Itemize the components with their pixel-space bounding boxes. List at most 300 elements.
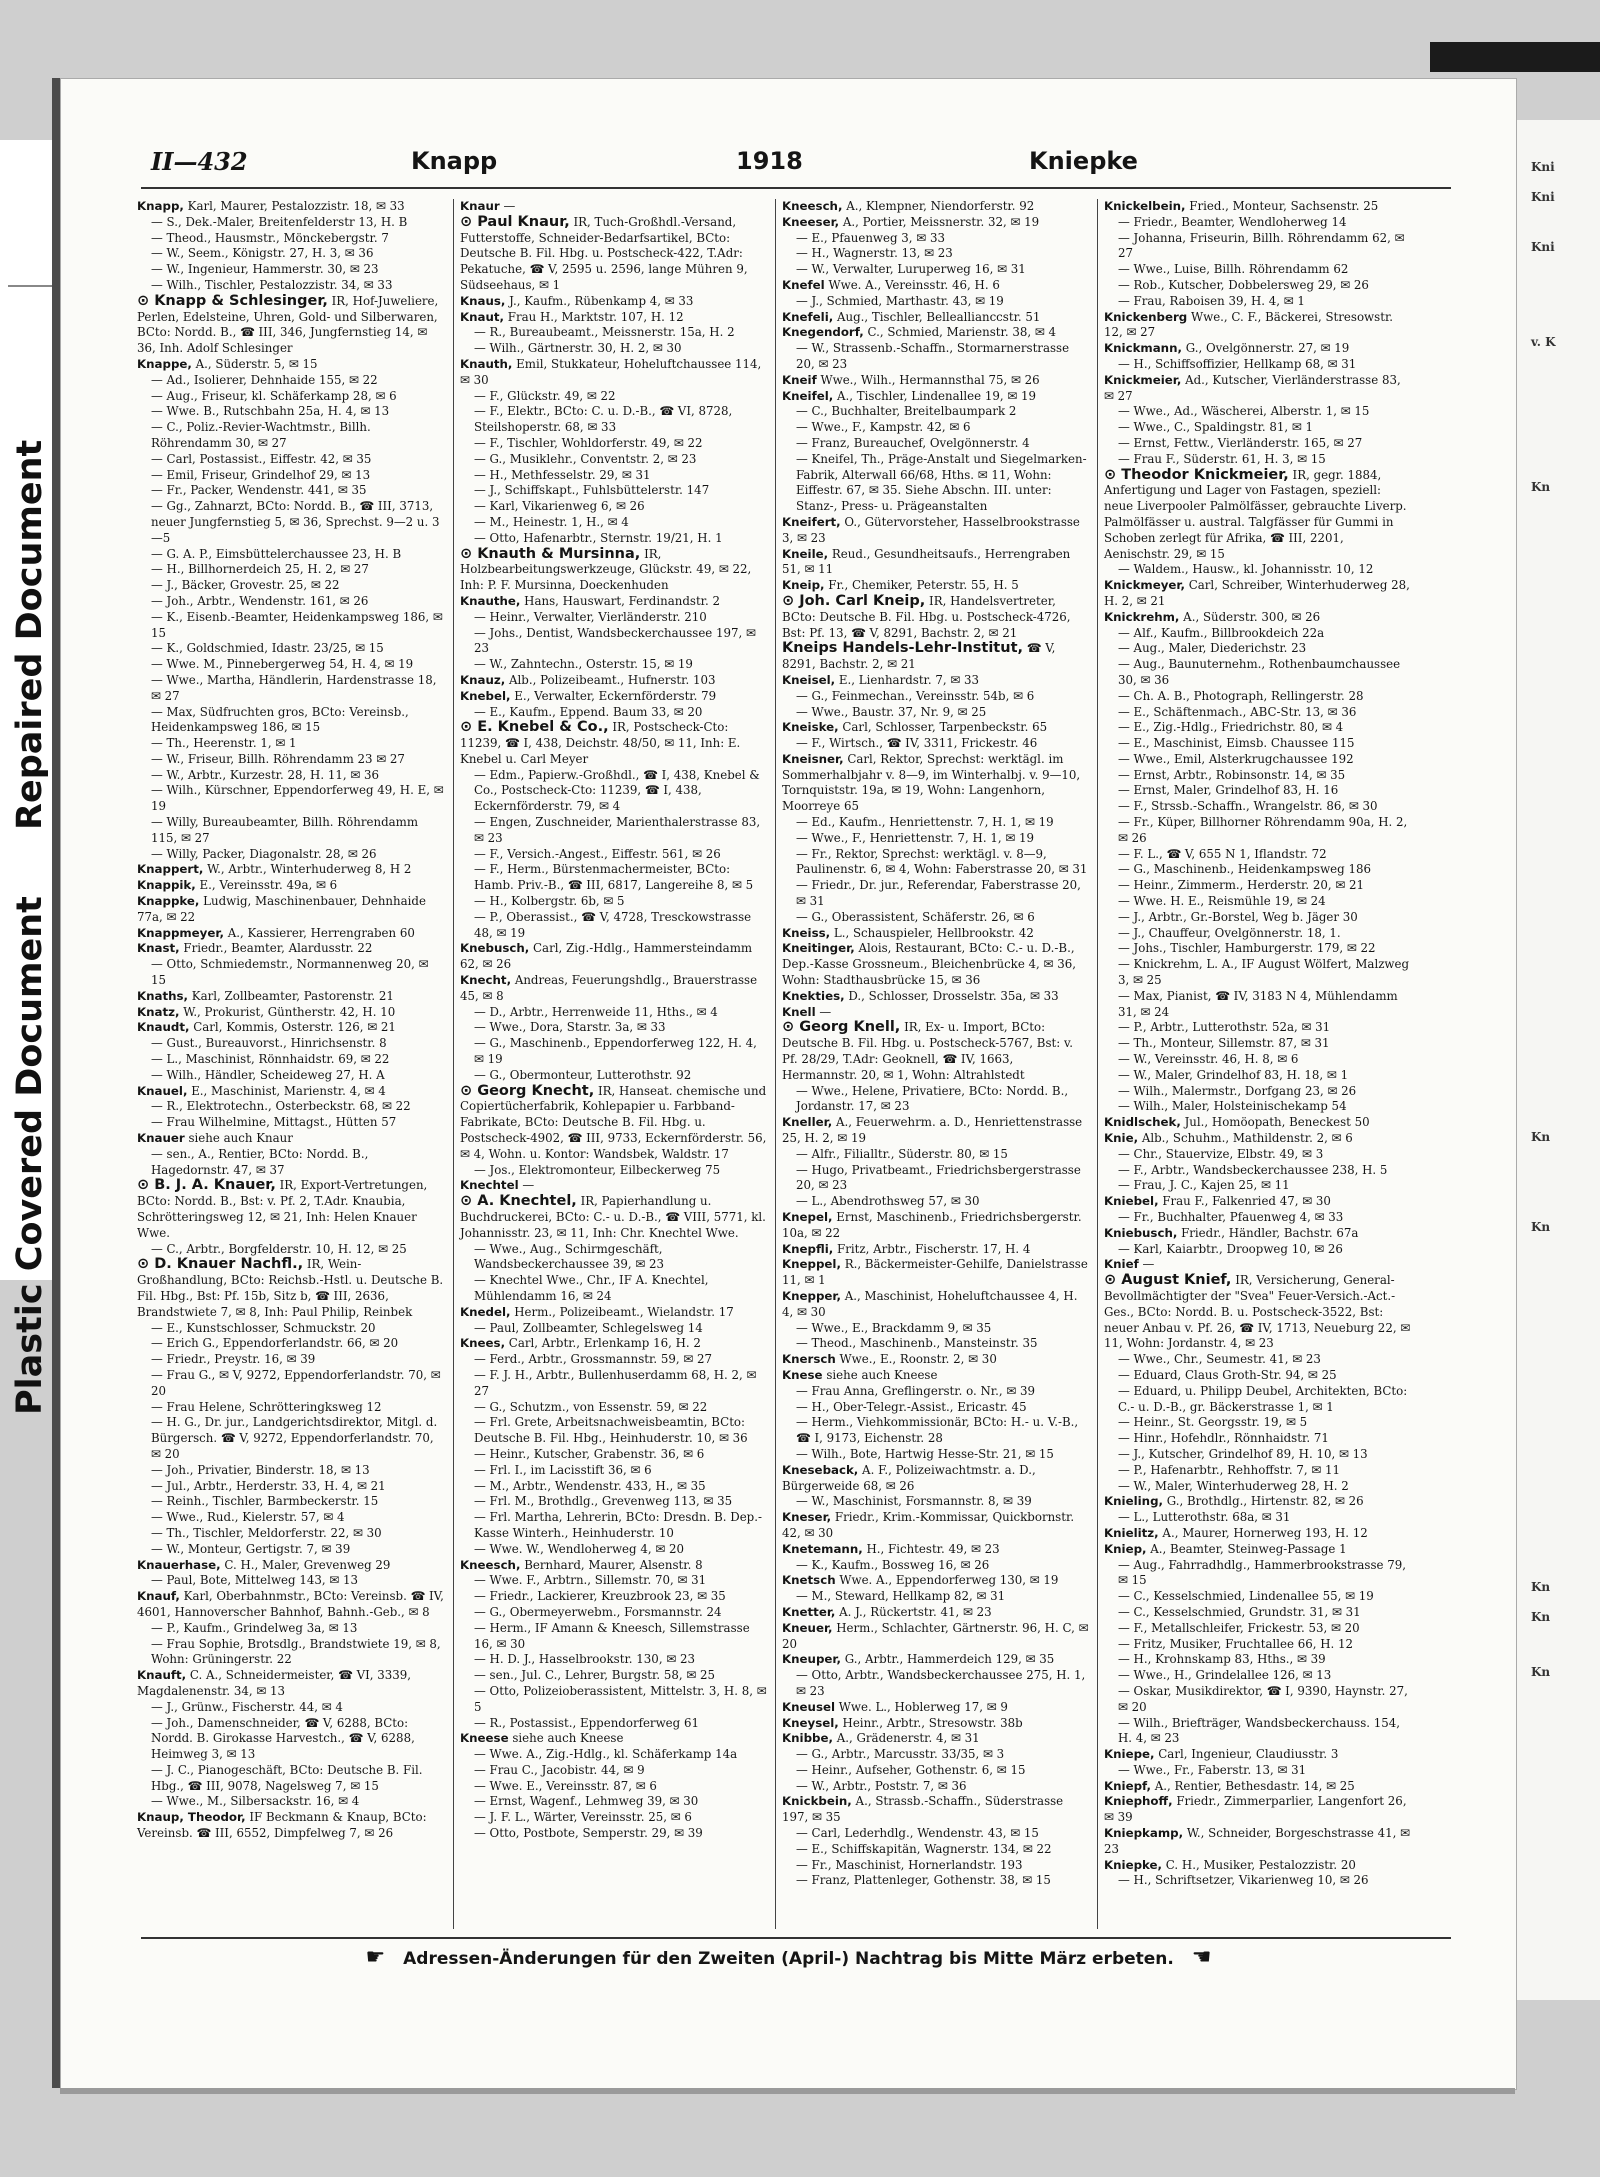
entry-name: Kneese <box>460 1731 509 1746</box>
entry-details: — Rob., Kutscher, Dobbelersweg 29, ✉ 26 <box>1118 277 1369 292</box>
entry-name: Kniep, <box>1104 1541 1147 1556</box>
directory-entry <box>460 1605 769 1621</box>
directory-entry <box>1104 1873 1413 1889</box>
entry-details: — G., Musiklehr., Conventstr. 2, ✉ 23 <box>474 451 697 466</box>
entry-details: — Wwe., Helene, Privatiere, BCto: Nordd. B., Jordanstr. 17, ✉ 23 <box>796 1083 1069 1114</box>
entry-details: — W., Monteur, Gertigstr. 7, ✉ 39 <box>151 1541 351 1556</box>
entry-details: — Th., Monteur, Sillemstr. 87, ✉ 31 <box>1118 1036 1330 1051</box>
entry-details: — L., Lutterothstr. 68a, ✉ 31 <box>1118 1510 1291 1525</box>
entry-details: IR, Export-Vertretungen, BCto: Nordd. B., Bst: v. Pf. 2, T.Adr. Knaubia, Schrötteringsweg 12, ✉ 21, Inh: Helen Knauer Wwe. <box>137 1178 428 1240</box>
entry-name: Knaudt, <box>137 1020 190 1035</box>
entry-details: IR, Postscheck-Cto: 11239, ☎ I, 438, Deichstr. 48/50, ✉ 11, Inh: E. Knebel u. Carl Meyer <box>460 720 741 766</box>
directory-entry <box>1104 1858 1413 1874</box>
entry-details: — Ernst, Wagenf., Lehmweg 39, ✉ 30 <box>474 1794 699 1809</box>
entry-details: — W., Maler, Winterhuderweg 28, H. 2 <box>1118 1478 1349 1493</box>
directory-entry <box>1104 705 1413 721</box>
next-page-edge <box>1515 120 1600 2000</box>
directory-entry <box>460 1558 769 1574</box>
entry-details: — Johs., Dentist, Wandsbeckerchaussee 197, ✉ 23 <box>474 625 756 656</box>
directory-entry <box>1104 1526 1413 1542</box>
entry-details: — Johs., Tischler, Hamburgerstr. 179, ✉ 22 <box>1118 941 1376 956</box>
directory-entry <box>137 657 447 673</box>
entry-details: Carl, Rektor, Sprechst: werktägl. im Sommerhalbjahr v. 8—9, im Winterhalbj. v. 9—10, Tornquiststr. 19a, ✉ 19, Wohn: Langenhorn, Moorreye 65 <box>782 751 1081 814</box>
directory-entry <box>460 1479 769 1495</box>
directory-entry <box>460 1336 769 1352</box>
directory-entry <box>782 831 1091 847</box>
entry-details: — W., Maschinist, Forsmannstr. 8, ✉ 39 <box>796 1494 1032 1509</box>
directory-entry <box>1104 657 1413 689</box>
directory-entry <box>782 1005 1091 1021</box>
directory-entry <box>137 1415 447 1462</box>
entry-details: — Wwe., Aug., Schirmgeschäft, Wandsbeckerchaussee 39, ✉ 23 <box>474 1241 665 1272</box>
directory-entry <box>137 894 447 926</box>
entry-details: — Alfr., Filialltr., Süderstr. 80, ✉ 15 <box>796 1146 1008 1161</box>
entry-name: Knickmeier, <box>1104 372 1182 387</box>
entry-details: — Wilh., Briefträger, Wandsbeckerchauss. 154, H. 4, ✉ 23 <box>1118 1715 1401 1746</box>
entry-details: — Erich G., Eppendorferlandstr. 66, ✉ 20 <box>151 1336 399 1351</box>
entry-details: W., Arbtr., Winterhuderweg 8, H 2 <box>207 862 412 877</box>
directory-entry <box>1104 1794 1413 1826</box>
directory-entry <box>460 1652 769 1668</box>
entry-details: — Wwe., E., Brackdamm 9, ✉ 35 <box>796 1320 992 1335</box>
directory-entry <box>137 1668 447 1700</box>
directory-entry <box>460 436 769 452</box>
entry-details: — Wwe. E., Vereinsstr. 87, ✉ 6 <box>474 1778 657 1793</box>
directory-entry <box>782 1494 1091 1510</box>
directory-entry <box>782 847 1091 879</box>
entry-name: ⊙ A. Knechtel, <box>460 1193 577 1210</box>
entry-details: — Wwe., Emil, Alsterkrugchaussee 192 <box>1118 751 1354 766</box>
entry-details: — sen., A., Rentier, BCto: Nordd. B., Hagedornstr. 47, ✉ 37 <box>151 1146 369 1177</box>
entry-details: — Jul., Arbtr., Herderstr. 33, H. 4, ✉ 21 <box>151 1478 386 1493</box>
entry-name: Kneitinger, <box>782 941 855 956</box>
directory-entry <box>1104 1084 1413 1100</box>
entry-details: — Frau, Raboisen 39, H. 4, ✉ 1 <box>1118 293 1305 308</box>
entry-details: A., Süderstr. 5, ✉ 15 <box>195 356 318 371</box>
entry-details: Heinr., Arbtr., Stresowstr. 38b <box>842 1715 1023 1730</box>
entry-details: — W., Seem., Königstr. 27, H. 3, ✉ 36 <box>151 246 374 261</box>
entry-details: — Wwe. F., Arbtrn., Sillemstr. 70, ✉ 31 <box>474 1573 707 1588</box>
entry-details: Wwe. A., Vereinsstr. 46, H. 6 <box>828 277 1000 292</box>
entry-details: — G. A. P., Eimsbüttelerchaussee 23, H. B <box>151 546 402 561</box>
directory-entry <box>460 1779 769 1795</box>
directory-entry <box>1104 1384 1413 1416</box>
entry-details: — Wwe., Rud., Kielerstr. 57, ✉ 4 <box>151 1510 345 1525</box>
directory-entry <box>137 1099 447 1115</box>
directory-entry <box>137 1036 447 1052</box>
directory-entry <box>1104 1589 1413 1605</box>
directory-entry <box>137 246 447 262</box>
entry-details: — W., Zahntechn., Osterstr. 15, ✉ 19 <box>474 657 693 672</box>
entry-details: — G., Obermeyerwebm., Forsmannstr. 24 <box>474 1604 722 1619</box>
directory-entry <box>1104 1447 1413 1463</box>
entry-details: — Wwe., M., Silbersackstr. 16, ✉ 4 <box>151 1794 360 1809</box>
directory-entry <box>782 815 1091 831</box>
directory-entry <box>137 1542 447 1558</box>
repaired-document-label: Repaired Document <box>10 439 50 830</box>
directory-entry <box>460 1400 769 1416</box>
entry-details: Karl, Maurer, Pestalozzistr. 18, ✉ 33 <box>187 199 405 213</box>
directory-entry <box>460 657 769 673</box>
directory-entry <box>460 894 769 910</box>
directory-entry <box>1104 562 1413 578</box>
entry-details: — Wwe., H., Grindelallee 126, ✉ 13 <box>1118 1668 1332 1683</box>
directory-entry <box>137 641 447 657</box>
entry-details: — F., Strssb.-Schaffn., Wrangelstr. 86, ✉ 30 <box>1118 799 1378 814</box>
entry-details: — H. D. J., Hasselbrookstr. 130, ✉ 23 <box>474 1652 695 1667</box>
entry-details: — J., Arbtr., Gr.-Borstel, Weg b. Jäger 30 <box>1118 909 1358 924</box>
entry-details: Carl, Ingenieur, Claudiusstr. 3 <box>1158 1747 1339 1762</box>
entry-name: Knickbein, <box>782 1794 852 1809</box>
entry-details: — F., Versich.-Angest., Eiffestr. 561, ✉ 26 <box>474 846 721 861</box>
entry-details: — Gg., Zahnarzt, BCto: Nordd. B., ☎ III, 3713, neuer Jungfernstieg 5, ✉ 36, Sprechst. 9—2 u. 3—5 <box>151 499 440 545</box>
entry-name: Knegendorf, <box>782 325 864 340</box>
directory-entry <box>137 1621 447 1637</box>
directory-entry <box>137 199 447 215</box>
directory-entry <box>1104 1621 1413 1637</box>
entry-details: ☎ V, 8291, Bachstr. 2, ✉ 21 <box>782 641 1056 672</box>
entry-details: — Frau F., Süderstr. 61, H. 3, ✉ 15 <box>1118 451 1326 466</box>
entry-details: — K., Eisenb.-Beamter, Heidenkampsweg 186, ✉ 15 <box>151 609 443 640</box>
directory-entry <box>1104 783 1413 799</box>
entry-details: — Fr., Maschinist, Hornerlandstr. 193 <box>796 1857 1023 1872</box>
directory-entry <box>1104 1226 1413 1242</box>
directory-entry <box>782 1763 1091 1779</box>
entry-details: — Fritz, Musiker, Fruchtallee 66, H. 12 <box>1118 1636 1354 1651</box>
entry-name: ⊙ Knauth & Mursinna, <box>460 545 641 562</box>
entry-name: Knaup, Theodor, <box>137 1810 246 1825</box>
directory-entry <box>137 1558 447 1574</box>
directory-entry <box>1104 1020 1413 1036</box>
directory-entry <box>460 1352 769 1368</box>
directory-entry <box>137 1589 447 1621</box>
entry-details: — W., Arbtr., Kurzestr. 28, H. 11, ✉ 36 <box>151 767 379 782</box>
entry-name: Knauf, <box>137 1589 180 1604</box>
entry-details: IR, Papierhandlung u. Buchdruckerei, BCto: C.- u. D.-B., ☎ VIII, 5771, kl. Johannisstr. 23, ✉ 11, Inh: Chr. Knechtel Wwe. <box>460 1194 766 1240</box>
entry-details: L., Schauspieler, Hellbrookstr. 42 <box>833 925 1034 940</box>
entry-details: — Aug., Friseur, kl. Schäferkamp 28, ✉ 6 <box>151 388 397 403</box>
directory-entry <box>137 1068 447 1084</box>
entry-details: — Aug., Fahrradhdlg., Hammerbrookstrasse 79, ✉ 15 <box>1118 1557 1406 1588</box>
directory-entry <box>1104 752 1413 768</box>
directory-entry <box>782 594 1091 641</box>
directory-entry <box>782 1716 1091 1732</box>
entry-details: IR, Versicherung, General-Bevollmächtigter der "Svea" Feuer-Versich.-Act.-Ges., BCto: Nordd. B. u. Postscheck-3522, Bst: neuer Anbau v. Pf. 26, ☎ IV, 1713, Neueburg 22, ✉ 11, Wohn: Jordanstr. 4, ✉ 23 <box>1104 1273 1411 1351</box>
directory-entry <box>460 594 769 610</box>
directory-entry <box>782 1336 1091 1352</box>
directory-entry <box>137 1716 447 1763</box>
directory-entry <box>1104 799 1413 815</box>
directory-entry <box>137 1810 447 1842</box>
directory-entry <box>460 610 769 626</box>
entry-details: siehe auch Kneese <box>826 1367 938 1382</box>
entry-details: A., Feuerwehrm. a. D., Henriettenstrasse 25, H. 2, ✉ 19 <box>782 1115 1083 1146</box>
entry-details: — sen., Jul. C., Lehrer, Burgstr. 58, ✉ 25 <box>474 1668 716 1683</box>
directory-entry <box>1104 452 1413 468</box>
entry-name: Kniepke, <box>1104 1857 1163 1872</box>
directory-entry <box>782 294 1091 310</box>
directory-entry <box>1104 1431 1413 1447</box>
entry-name: Kneifel, <box>782 388 834 403</box>
entry-details: — Paul, Bote, Mittelweg 143, ✉ 13 <box>151 1573 358 1588</box>
directory-entry <box>1104 578 1413 610</box>
entry-name: Knapp, <box>137 199 184 213</box>
entry-details: — G., Feinmechan., Vereinsstr. 54b, ✉ 6 <box>796 688 1035 703</box>
entry-details: — Karl, Vikarienweg 6, ✉ 26 <box>474 499 645 514</box>
entry-details: — H., Kolbergstr. 6b, ✉ 5 <box>474 894 625 909</box>
entry-details: Herm., Polizeibeamt., Wielandstr. 17 <box>514 1304 734 1319</box>
directory-entry <box>1104 878 1413 894</box>
directory-entry <box>782 404 1091 420</box>
entry-details: — Fr., Buchhalter, Pfauenweg 4, ✉ 33 <box>1118 1210 1344 1224</box>
entry-details: — C., Poliz.-Revier-Wachtmstr., Billh. Röhrendamm 30, ✉ 27 <box>151 420 371 450</box>
directory-entry <box>782 231 1091 247</box>
column-3 <box>775 199 1097 1929</box>
directory-entry <box>782 1163 1091 1195</box>
scan-corner-mark <box>1430 42 1600 72</box>
entry-details: — Theod., Hausmstr., Mönckebergstr. 7 <box>151 230 389 245</box>
entry-name: Kneser, <box>782 1510 832 1525</box>
entry-details: — Wilh., Händler, Scheideweg 27, H. A <box>151 1067 385 1082</box>
directory-entry <box>782 1242 1091 1258</box>
directory-entry <box>782 1289 1091 1321</box>
entry-name: Kneuper, <box>782 1652 841 1667</box>
entry-details: siehe auch Knaur <box>188 1131 293 1146</box>
directory-entry <box>1104 404 1413 420</box>
next-page-fragment: Kn <box>1531 1580 1551 1594</box>
entry-name: Kniepe, <box>1104 1747 1155 1762</box>
entry-details: — K., Goldschmied, Idastr. 23/25, ✉ 15 <box>151 641 384 656</box>
entry-details: — Wilh., Malermstr., Dorfgang 23, ✉ 26 <box>1118 1083 1357 1098</box>
entry-details: — <box>1142 1257 1155 1272</box>
directory-entry <box>137 278 447 294</box>
entry-details: Wwe. L., Hoblerweg 17, ✉ 9 <box>838 1699 1008 1714</box>
entry-details: — Johanna, Friseurin, Billh. Röhrendamm 62, ✉ 27 <box>1118 230 1405 261</box>
entry-details: Alb., Polizeibeamt., Hufnerstr. 103 <box>509 672 716 687</box>
directory-entry <box>460 1747 769 1763</box>
entry-details: — Wwe., Ad., Wäscherei, Alberstr. 1, ✉ 15 <box>1118 404 1370 419</box>
entry-details: — Frl. Grete, Arbeitsnachweisbeamtin, BCto: Deutsche B. Fil. Hbg., Heinhuderstr. 10, ✉ 36 <box>474 1415 748 1446</box>
entry-name: Knauft, <box>137 1668 187 1683</box>
next-page-fragment: v. K <box>1531 335 1556 349</box>
entry-name: Knickmeyer, <box>1104 578 1185 593</box>
entry-name: Kneeser, <box>782 214 840 229</box>
strip-divider <box>8 285 58 287</box>
entry-details: — C., Kesselschmied, Grundstr. 31, ✉ 31 <box>1118 1604 1361 1619</box>
directory-entry <box>1104 910 1413 926</box>
directory-entry <box>1104 1210 1413 1226</box>
directory-entry <box>782 578 1091 594</box>
entry-details: — Joh., Damenschneider, ☎ V, 6288, BCto: Nordd. B. Girokasse Harvestch., ☎ V, 6288, Heimweg 3, ✉ 13 <box>151 1715 415 1762</box>
directory-entry <box>782 1321 1091 1337</box>
next-page-fragment: Kn <box>1531 1220 1551 1234</box>
directory-entry <box>782 1779 1091 1795</box>
entry-details: Ludwig, Maschinenbauer, Dehnhaide 77a, ✉ 22 <box>137 894 426 924</box>
directory-entry <box>782 1084 1091 1116</box>
directory-entry <box>460 531 769 547</box>
directory-entry <box>137 1257 447 1320</box>
footer-rule <box>141 1937 1451 1939</box>
entry-details: — Joh., Arbtr., Wendenstr. 161, ✉ 26 <box>151 593 369 608</box>
entry-details: — Friedr., Preystr. 16, ✉ 39 <box>151 1352 316 1367</box>
entry-details: — Wwe., F., Kampstr. 42, ✉ 6 <box>796 420 971 435</box>
header-last-name: Kniepke <box>1029 147 1138 175</box>
directory-entry <box>137 610 447 642</box>
entry-name: Knersch <box>782 1352 836 1367</box>
entry-details: — Frl. I., im Lacisstift 36, ✉ 6 <box>474 1462 652 1477</box>
directory-entry <box>137 673 447 705</box>
entry-details: — Carl, Postassist., Eiffestr. 42, ✉ 35 <box>151 451 372 466</box>
entry-details: — E., Maschinist, Eimsb. Chaussee 115 <box>1118 736 1355 751</box>
entry-details: — E., Schiffskapitän, Wagnerstr. 134, ✉ 22 <box>796 1841 1052 1856</box>
directory-entry <box>1104 373 1413 405</box>
directory-entry <box>460 404 769 436</box>
entry-details: — J., Bäcker, Grovestr. 25, ✉ 22 <box>151 578 340 593</box>
entry-details: — Carl, Lederhdlg., Wendenstr. 43, ✉ 15 <box>796 1826 1039 1841</box>
entry-details: — Wilh., Gärtnerstr. 30, H. 2, ✉ 30 <box>474 341 682 356</box>
entry-details: Andreas, Feuerungshdlg., Brauerstrasse 45, ✉ 8 <box>460 973 758 1003</box>
directory-entry <box>460 705 769 721</box>
entry-name: Kniebel, <box>1104 1194 1159 1209</box>
directory-entry <box>1104 1826 1413 1858</box>
directory-entry <box>137 231 447 247</box>
directory-entry <box>782 1826 1091 1842</box>
entry-details: Wwe. A., Eppendorferweg 130, ✉ 19 <box>839 1573 1059 1588</box>
entry-details: — C., Buchhalter, Breitelbaumpark 2 <box>796 404 1017 419</box>
entry-details: Fried., Monteur, Sachsenstr. 25 <box>1189 199 1379 213</box>
entry-details: — G., Maschinenb., Eppendorferweg 122, H. 4, ✉ 19 <box>474 1036 757 1067</box>
entry-details: D., Schlosser, Drosselstr. 35a, ✉ 33 <box>848 988 1059 1003</box>
directory-entry <box>137 1526 447 1542</box>
entry-details: — Heinr., Kutscher, Grabenstr. 36, ✉ 6 <box>474 1446 705 1461</box>
entry-name: Knickrehm, <box>1104 609 1180 624</box>
entry-name: Kniepf, <box>1104 1778 1151 1793</box>
directory-entry <box>460 941 769 973</box>
entry-details: Carl, Schreiber, Winterhuderweg 28, H. 2, ✉ 21 <box>1104 578 1410 608</box>
directory-entry <box>782 199 1091 215</box>
directory-entry <box>1104 1194 1413 1210</box>
entry-details: — W., Verwalter, Luruperweg 16, ✉ 31 <box>796 262 1026 277</box>
directory-entry <box>460 325 769 341</box>
directory-entry <box>1104 231 1413 263</box>
column-1 <box>131 199 453 1929</box>
directory-entry <box>782 1605 1091 1621</box>
directory-entry <box>137 1321 447 1337</box>
entry-details: — G., Arbtr., Marcusstr. 33/35, ✉ 3 <box>796 1747 1005 1762</box>
entry-details: E., Vereinsstr. 49a, ✉ 6 <box>199 878 338 893</box>
directory-entry <box>460 862 769 894</box>
directory-entry <box>1104 262 1413 278</box>
entry-details: — J., Grünw., Fischerstr. 44, ✉ 4 <box>151 1699 343 1714</box>
entry-details: — E., Zig.-Hdlg., Friedrichstr. 80, ✉ 4 <box>1118 720 1344 735</box>
entry-details: — D., Arbtr., Herrenweide 11, Hths., ✉ 4 <box>474 1004 718 1019</box>
entry-details: — Willy, Packer, Diagonalstr. 28, ✉ 26 <box>151 846 377 861</box>
entry-details: G., Arbtr., Hammerdeich 129, ✉ 35 <box>844 1652 1055 1667</box>
directory-entry <box>137 1336 447 1352</box>
directory-entry <box>782 673 1091 689</box>
directory-entry <box>1104 1637 1413 1653</box>
entry-details: — H., Ober-Telegr.-Assist., Ericastr. 45 <box>796 1399 1027 1414</box>
entry-details: — Ernst, Maler, Grindelhof 83, H. 16 <box>1118 783 1339 798</box>
directory-entry <box>1104 941 1413 957</box>
entry-details: Friedr., Händler, Bachstr. 67a <box>1181 1225 1359 1240</box>
directory-entry <box>137 404 447 420</box>
directory-entry <box>1104 1131 1413 1147</box>
directory-entry <box>1104 215 1413 231</box>
entry-details: — Fr., Rektor, Sprechst: werktägl. v. 8—9, Paulinenstr. 6, ✉ 4, Wohn: Faberstrasse 20, ✉ 31 <box>796 846 1088 877</box>
entry-details: — E., Schäftenmach., ABC-Str. 13, ✉ 36 <box>1118 704 1357 719</box>
entry-name: Knetter, <box>782 1604 836 1619</box>
entry-details: — Knechtel Wwe., Chr., IF A. Knechtel, Mühlendamm 16, ✉ 24 <box>474 1273 709 1303</box>
directory-entry <box>137 862 447 878</box>
entry-details: — Ed., Kaufm., Henriettenstr. 7, H. 1, ✉ 19 <box>796 815 1054 830</box>
directory-entry <box>137 578 447 594</box>
entry-details: — Max, Südfruchten gros, BCto: Vereinsb., Heidenkampsweg 186, ✉ 15 <box>151 704 409 735</box>
entry-details: IR, Hanseat. chemische und Copiertücherfabrik, Kohlepapier u. Farbband-Fabrikate, BCto: Deutsche B. Fil. Hbg. u. Postscheck-4902, ☎ III, 9733, Eckernförderstr. 56, ✉ 4, Wohn. u. Kontor: Wandsbek, Waldstr. 17 <box>460 1083 767 1161</box>
entry-details: — M., Steward, Hellkamp 82, ✉ 31 <box>796 1589 1006 1604</box>
next-page-fragment: Kn <box>1531 1665 1551 1679</box>
directory-entry <box>782 246 1091 262</box>
directory-entry <box>782 215 1091 231</box>
entry-details: — Wwe., Dora, Starstr. 3a, ✉ 33 <box>474 1020 666 1035</box>
directory-entry <box>460 547 769 594</box>
entry-name: ⊙ B. J. A. Knauer, <box>137 1177 276 1194</box>
pointing-hand-left-icon: ☛ <box>365 1945 386 1970</box>
directory-entry <box>1104 1605 1413 1621</box>
directory-entry <box>782 641 1091 673</box>
entry-details: E., Lienhardstr. 7, ✉ 33 <box>838 672 980 687</box>
directory-entry <box>137 452 447 468</box>
entry-details: — Franz, Plattenleger, Gothenstr. 38, ✉ 15 <box>796 1873 1051 1888</box>
directory-entry <box>460 910 769 942</box>
entry-details: — Heinr., St. Georgsstr. 19, ✉ 5 <box>1118 1415 1308 1430</box>
entry-details: — H., Methfesselstr. 29, ✉ 31 <box>474 467 651 482</box>
entry-details: — P., Oberassist., ☎ V, 4728, Tresckowstrasse 48, ✉ 19 <box>474 909 752 940</box>
directory-entry <box>1104 720 1413 736</box>
entry-details: Frau H., Marktstr. 107, H. 12 <box>507 309 684 324</box>
directory-entry <box>1104 1178 1413 1194</box>
next-page-fragment: Kn <box>1531 480 1551 494</box>
directory-entry <box>137 847 447 863</box>
entry-details: — F. L., ☎ V, 655 N 1, Iflandstr. 72 <box>1118 846 1327 861</box>
directory-entry <box>1104 1668 1413 1684</box>
directory-entry <box>137 989 447 1005</box>
directory-entry <box>460 483 769 499</box>
entry-details: — Wwe., F., Henriettenstr. 7, H. 1, ✉ 19 <box>796 830 1034 845</box>
directory-entry <box>782 1621 1091 1653</box>
directory-entry <box>137 483 447 499</box>
directory-entry <box>1104 641 1413 657</box>
entry-details: siehe auch Kneese <box>512 1731 624 1746</box>
directory-entry <box>460 1731 769 1747</box>
entry-name: Kneesch, <box>782 199 843 213</box>
directory-entry <box>1104 294 1413 310</box>
entry-details: — H., Billhornerdeich 25, H. 2, ✉ 27 <box>151 562 369 577</box>
directory-entry <box>460 1684 769 1716</box>
entry-details: — Heinr., Zimmerm., Herderstr. 20, ✉ 21 <box>1118 878 1365 893</box>
column-4 <box>1097 199 1419 1929</box>
directory-entry <box>460 1368 769 1400</box>
directory-entry <box>1104 815 1413 847</box>
entry-details: — J., Kutscher, Grindelhof 89, H. 10, ✉ 13 <box>1118 1446 1368 1461</box>
entry-details: — E., Pfauenweg 3, ✉ 33 <box>796 230 945 245</box>
directory-entry <box>460 1020 769 1036</box>
directory-entry <box>782 941 1091 988</box>
entry-details: — Kneifel, Th., Präge-Anstalt und Siegelmarken-Fabrik, Alterwall 66/68, Hths. ✉ 11, Wohn: Eiffestr. 67, ✉ 35. Siehe Abschn. III. unter: Stanz-, Press- u. Prägeanstalten <box>796 451 1087 514</box>
entry-details: — F., Tischler, Wohldorferstr. 49, ✉ 22 <box>474 435 703 450</box>
entry-details: — F., Arbtr., Wandsbeckerchaussee 238, H. 5 <box>1118 1162 1388 1177</box>
entry-name: Knell <box>782 1004 816 1019</box>
